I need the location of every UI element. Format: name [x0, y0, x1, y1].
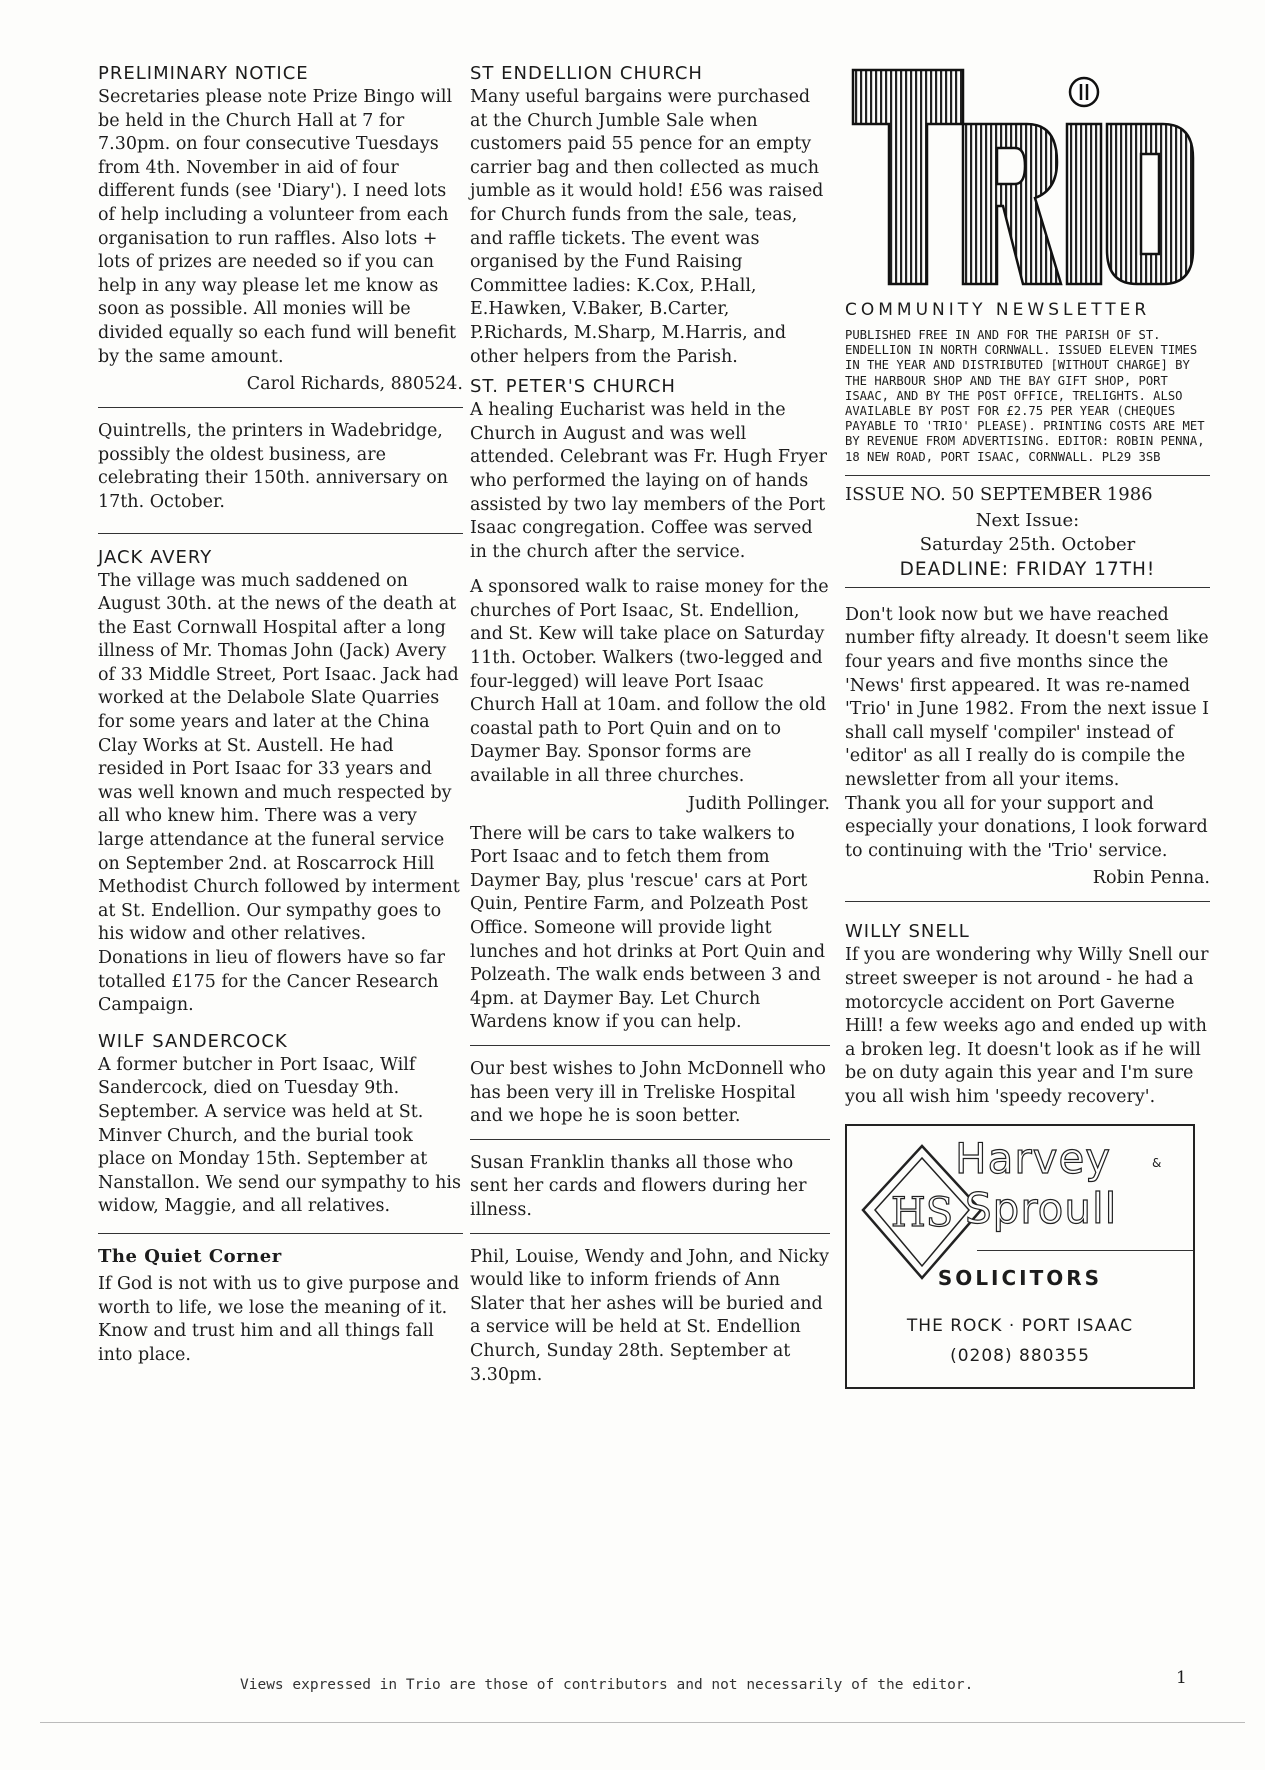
logo-letter-r [963, 124, 1061, 284]
advert-harvey-sproull [845, 1124, 1195, 1389]
column-middle [470, 62, 830, 1387]
walk-text: A sponsored walk to raise money for the churches of Port Isaac, St. Endellion, and St. Kew will take place on Saturday 11th. October. Walkers (two-legged and four-legged) will leave Port Isaac Church Hall at 10am. and follow the old coastal path to Port Quin and on to Daymer Bay. Sponsor forms are available in all three churches. [470, 577, 829, 787]
endellion-heading: ST ENDELLION CHURCH [470, 63, 703, 84]
issue-number: ISSUE NO. 50 SEPTEMBER 1986 [845, 483, 1153, 505]
logo-letter-t [853, 70, 963, 284]
divider [845, 587, 1210, 588]
prelim-heading: PRELIMINARY NOTICE [98, 63, 309, 84]
avery-donations-text: Donations in lieu of flowers have so far totalled £175 for the Cancer Research Campaign. [98, 948, 445, 1016]
advert-phone: (0208) 880355 [950, 1345, 1090, 1366]
column-right [845, 62, 1210, 1389]
advert-solicitors: SOLICITORS [937, 1265, 1103, 1290]
logo-monogram: HS [890, 1189, 954, 1236]
prelim-text: Secretaries please note Prize Bingo will be held in the Church Hall at 7 for 7.30pm. on four consecutive Tuesdays from 4th. November in aid of four different funds (see 'Diary'). I need lots of help including a volunteer from each organisation to run raffles. Also lots + lots of prizes are needed so if you can help in any way please let me know as soon as possible. All monies will be divided equally so each fund will benefit by the same amount. [98, 87, 457, 367]
franklin-text: Susan Franklin thanks all those who sent her cards and flowers during her illness. [470, 1152, 807, 1220]
bottom-rule [40, 1722, 1245, 1723]
advert-ampersand: & [1152, 1155, 1162, 1170]
advert-address: THE ROCK · PORT ISAAC [906, 1315, 1134, 1336]
logo-letter-o [1107, 124, 1193, 284]
wilf-heading: WILF SANDERCOCK [98, 1030, 288, 1052]
logo-dot [1070, 78, 1098, 106]
spacer [98, 1018, 463, 1030]
wilf-text: A former butcher in Port Isaac, Wilf Sandercock, died on Tuesday 9th. September. A service was held at St. Minver Church, and the burial took place on Monday 15th. September at Nanstallon. We send our sympathy to his widow, Maggie, and all relatives. [98, 1054, 462, 1217]
divider [98, 1233, 463, 1234]
editor-thanks-text: Thank you all for your support and especially your donations, I look forward to continuing with the 'Trio' service. [845, 793, 1208, 861]
mcdonnell-text: Our best wishes to John McDonnell who has been very ill in Treliske Hospital and we hope he is soon better. [470, 1058, 826, 1127]
snell-heading: WILLY SNELL [845, 921, 970, 943]
walk-signature: Judith Pollinger. [687, 793, 830, 814]
divider [470, 1045, 830, 1046]
snell-text: If you are wondering why Willy Snell our street sweeper is not around - he had a motorcycle accident on Port Gaverne Hill! a few weeks ago and ended up with a broken leg. It doesn't look as if he will be on duty again this year and I'm sure you all wish him 'speedy recovery'. [845, 945, 1209, 1107]
quiet-corner-heading: The Quiet Corner [98, 1245, 282, 1267]
advert-name-sproull: Sproull [965, 1183, 1118, 1233]
column-left [98, 62, 463, 1367]
deadline: DEADLINE: FRIDAY 17TH! [899, 558, 1156, 580]
cars-text: There will be cars to take walkers to Port Isaac and to fetch them from Daymer Bay, plus 'rescue' cars at Port Quin, Pentire Farm, and Polzeath Post Office. Someone will provide light lunches and hot drinks at Port Quin and Polzeath. The walk ends between 3 and 4pm. at Daymer Bay. Let Church Wardens know if you can help. [470, 823, 826, 1033]
divider [98, 407, 463, 408]
spacer [470, 564, 830, 576]
peter-text: A healing Eucharist was held in the Church in August and was well attended. Celebrant was Fr. Hugh Fryer who performed the laying on of hands assisted by two lay members of the Port Isaac congregation. Coffee was served in the church after the service. [470, 400, 827, 562]
endellion-text: Many useful bargains were purchased at the Church Jumble Sale when customers paid 55 pence for an empty carrier bag and then collected as much jumble as it would hold! £56 was raised for Church funds from the sale, teas, and raffle tickets. The event was organised by the Fund Raising Committee ladies: K.Cox, P.Hall, E.Hawken, V.Baker, B.Carter, P.Richards, M.Sharp, M.Harris, and other helpers from the Parish. [470, 87, 824, 367]
editor-text: Don't look now but we have reached number fifty already. It doesn't seem like four years and five months since the 'News' first appeared. It was re-named 'Trio' in June 1982. From the next issue I shall call myself 'compiler' instead of 'editor' as all I really do is compile the newsletter from all your items. [845, 604, 1210, 790]
divider [98, 533, 463, 534]
advert-divider [977, 1250, 1193, 1251]
avery-heading: JACK AVERY [98, 546, 213, 568]
editor-signature: Robin Penna. [1092, 868, 1210, 889]
quiet-corner-text: If God is not with us to give purpose and worth to life, we lose the meaning of it. Know and trust him and all things fall into place. [98, 1273, 460, 1365]
footer-disclaimer: Views expressed in Trio are those of contributors and not necessarily of the editor. [240, 1677, 974, 1693]
trio-logo [845, 62, 1200, 292]
divider [470, 1139, 830, 1140]
next-issue-date: Saturday 25th. October [919, 533, 1136, 555]
advert-name-harvey: Harvey [955, 1133, 1112, 1183]
avery-text: The village was much saddened on August 30th. at the news of the death at the East Cornwall Hospital after a long illness of Mr. Thomas John (Jack) Avery of 33 Middle Street, Port Isaac. Jack had worked at the Delabole Slate Quarries for some years and later at the China Clay Works at St. Austell. He had resided in Port Isaac for 33 years and was well known and much respected by all who knew him. There was a very large attendance at the funeral service on September 2nd. at Roscarrock Hill Methodist Church followed by interment at St. Endellion. Our sympathy goes to his widow and other relatives. [98, 570, 460, 945]
masthead [845, 62, 1205, 465]
divider [470, 1233, 830, 1234]
masthead-info: PUBLISHED FREE IN AND FOR THE PARISH OF ST. ENDELLION IN NORTH CORNWALL. ISSUED ELEVEN TIMES IN THE YEAR AND DISTRIBUTED [WITHOUT CHARGE] BY THE HARBOUR SHOP AND THE BAY GIFT SHOP, PORT ISAAC, AND BY THE POST OFFICE, TRELIGHTS. ALSO AVAILABLE BY POST FOR £2.75 PER YEAR (CHEQUES PAYABLE TO 'TRIO' PLEASE). PRINTING COSTS ARE MET BY REVENUE FROM ADVERTISING. EDITOR: ROBIN PENNA, 18 NEW ROAD, PORT ISAAC, CORNWALL. PL29 3SB [845, 328, 1205, 464]
quintrells-text: Quintrells, the printers in Wadebridge, possibly the oldest business, are celebrating their 150th. anniversary on 17th. October. [98, 421, 449, 512]
logo-letter-i [1067, 124, 1101, 284]
slater-text: Phil, Louise, Wendy and John, and Nicky would like to inform friends of Ann Slater that her ashes will be buried and a service will be held at St. Endellion Church, Sunday 28th. September at 3.30pm. [470, 1246, 830, 1385]
peter-heading: ST. PETER'S CHURCH [470, 376, 676, 398]
divider [845, 901, 1210, 902]
page-number: 1 [1176, 1668, 1187, 1688]
divider [845, 475, 1210, 476]
next-issue-label: Next Issue: [975, 509, 1080, 531]
prelim-signature: Carol Richards, 880524. [246, 374, 463, 395]
masthead-subtitle: COMMUNITY NEWSLETTER [845, 300, 1151, 320]
